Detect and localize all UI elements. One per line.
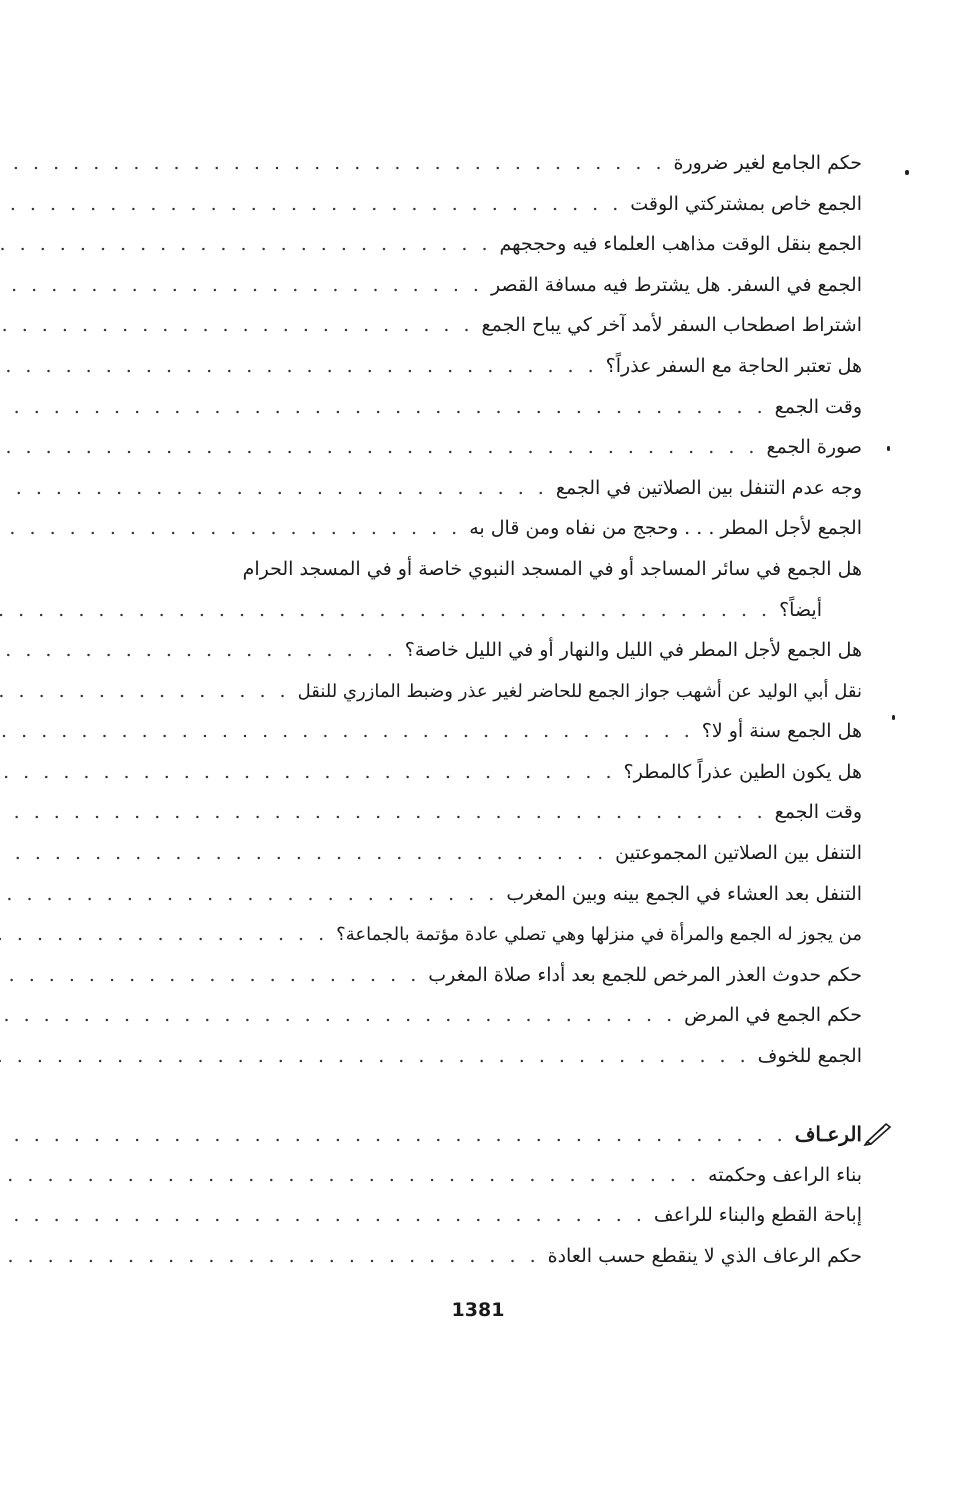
leader-dots xyxy=(0,914,328,955)
toc-entry xyxy=(128,1036,862,1077)
toc-entry-title: وجه عدم التنفل بين الصلاتين في الجمع xyxy=(555,476,862,499)
leader-dots xyxy=(0,1195,646,1236)
toc-entry xyxy=(128,508,862,549)
toc-entry-title: هل الجمع لأجل المطر في الليل والنهار أو في الليل خاصة؟ xyxy=(404,638,862,661)
toc-entry xyxy=(128,468,862,509)
leader-dots xyxy=(0,711,694,752)
toc-entry xyxy=(128,1236,862,1277)
margin-mark xyxy=(892,715,895,720)
leader-dots xyxy=(0,1236,540,1277)
toc-entry-title: حكم الجامع لغير ضرورة xyxy=(673,152,862,174)
toc-entry xyxy=(128,1155,862,1196)
leader-dots xyxy=(0,1036,750,1077)
toc-entry xyxy=(128,874,862,915)
leader-dots xyxy=(0,305,474,346)
toc-entry xyxy=(128,427,862,468)
toc-entry-title: حكم حدوث العذر المرخص للجمع بعد أداء صلاة المغرب xyxy=(428,963,862,986)
leader-dots xyxy=(0,792,767,833)
leader-dots xyxy=(0,387,767,428)
toc-entry xyxy=(128,833,862,874)
toc-entry xyxy=(128,224,862,265)
leader-dots xyxy=(0,874,498,915)
section-heading xyxy=(128,1114,862,1155)
leader-dots xyxy=(0,630,397,671)
leader-dots xyxy=(0,143,665,184)
toc-entry-title: من يجوز له الجمع والمرأة في منزلها وهي تصلي عادة مؤتمة بالجماعة؟ xyxy=(336,924,862,946)
toc-entry-title: أيضاً؟ xyxy=(779,598,822,621)
leader-dots xyxy=(0,265,483,306)
toc-entry-title: حكم الجمع في المرض xyxy=(684,1004,862,1027)
leader-dots xyxy=(0,671,290,712)
leader-dots xyxy=(0,224,491,265)
toc-entry xyxy=(128,711,862,752)
toc-entry-title: الجمع في السفر. هل يشترط فيه مسافة القصر xyxy=(490,273,862,296)
toc-entry-title: إباحة القطع والبناء للراعف xyxy=(653,1204,862,1227)
toc-entry xyxy=(128,752,862,793)
toc-entry-title: الجمع لأجل المطر . . . وحجج من نفاه ومن قال به xyxy=(469,517,862,540)
toc-entry-title: الجمع خاص بمشتركتي الوقت xyxy=(630,192,862,215)
toc-entry-title-line1: هل الجمع في سائر المساجد أو في المسجد النبوي خاصة أو في المسجد الحرام xyxy=(242,557,862,580)
margin-mark xyxy=(887,446,890,451)
leader-dots xyxy=(0,833,607,874)
leader-dots xyxy=(0,995,676,1036)
toc-entry xyxy=(128,1195,862,1236)
toc-entry xyxy=(128,143,862,184)
toc-entry-title: الجمع للخوف xyxy=(757,1044,862,1067)
toc-entry xyxy=(128,346,862,387)
toc-entry-title: هل يكون الطين عذراً كالمطر؟ xyxy=(623,760,862,783)
leader-dots xyxy=(0,468,548,509)
section-heading-title: الرعـاف xyxy=(794,1122,862,1146)
toc-entry xyxy=(128,792,862,833)
toc-entry xyxy=(128,387,862,428)
toc-entry-title: هل الجمع سنة أو لا؟ xyxy=(701,720,862,743)
toc-entry xyxy=(128,265,862,306)
toc-entry-title: التنفل بعد العشاء في الجمع بينه وبين المغرب xyxy=(506,882,862,905)
toc-entry-title: هل تعتبر الحاجة مع السفر عذراً؟ xyxy=(605,354,862,377)
toc-entry xyxy=(128,305,862,346)
leader-dots xyxy=(0,346,598,387)
leader-dots xyxy=(0,1115,787,1156)
leader-dots xyxy=(0,590,771,631)
toc-entry-title: التنفل بين الصلاتين المجموعتين xyxy=(615,841,862,864)
toc-entry-title: صورة الجمع xyxy=(766,436,862,459)
leader-dots xyxy=(0,184,622,225)
table-of-contents xyxy=(128,143,862,1076)
toc-entry xyxy=(128,184,862,225)
toc-entry-title: اشتراط اصطحاب السفر لأمد آخر كي يباح الجمع xyxy=(481,314,862,337)
section-raaf xyxy=(128,1114,862,1276)
leader-dots xyxy=(0,1155,700,1196)
toc-entry-multiline xyxy=(128,549,862,630)
toc-entry-title: بناء الراعف وحكمته xyxy=(708,1163,862,1186)
toc-entry xyxy=(128,671,862,712)
toc-entry-title: حكم الرعاف الذي لا ينقطع حسب العادة xyxy=(547,1244,862,1267)
toc-entry-title: الجمع بنقل الوقت مذاهب العلماء فيه وحججهم xyxy=(499,233,862,256)
page-number: 1381 xyxy=(451,1299,505,1321)
margin-mark xyxy=(905,170,909,175)
toc-entry xyxy=(128,955,862,996)
toc-entry-title: وقت الجمع xyxy=(774,801,862,824)
toc-entry xyxy=(128,590,862,631)
leader-dots xyxy=(0,752,616,793)
toc-entry xyxy=(128,630,862,671)
toc-entry xyxy=(128,995,862,1036)
toc-entry-title: نقل أبي الوليد عن أشهب جواز الجمع للحاضر لغير عذر وضبط المازري للنقل xyxy=(297,680,862,702)
toc-entry xyxy=(128,914,862,955)
leader-dots xyxy=(0,427,758,468)
toc-entry-title: وقت الجمع xyxy=(774,395,862,418)
pen-icon xyxy=(864,1121,892,1145)
leader-dots xyxy=(0,955,420,996)
leader-dots xyxy=(0,508,461,549)
